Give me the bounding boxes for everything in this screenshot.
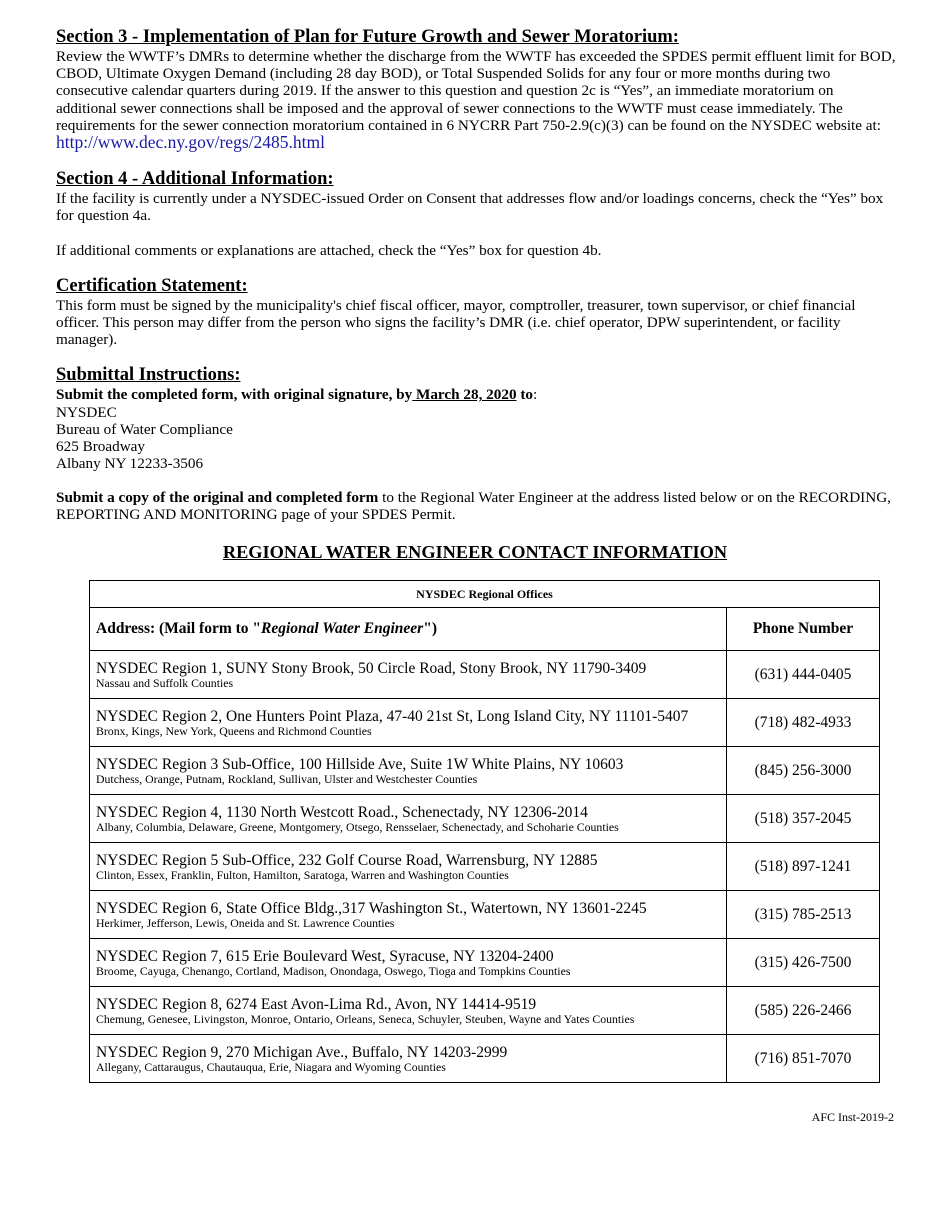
office-phone: (518) 897-1241 bbox=[727, 843, 880, 891]
regional-contact-title: REGIONAL WATER ENGINEER CONTACT INFORMATION bbox=[222, 542, 728, 562]
office-address: NYSDEC Region 5 Sub-Office, 232 Golf Course Road, Warrensburg, NY 12885 bbox=[96, 851, 598, 869]
table-row bbox=[90, 939, 880, 987]
office-phone: (716) 851-7070 bbox=[727, 1035, 880, 1083]
table-row bbox=[90, 651, 880, 699]
submit-copy-instructions: Submit a copy of the original and completed form to the Regional Water Engineer at the address listed below or on the RECORDING, REPORTING AND MONITORING page of your SPDES Permit. bbox=[56, 488, 891, 523]
table-row bbox=[90, 795, 880, 843]
table-row bbox=[90, 699, 880, 747]
office-phone: (585) 226-2466 bbox=[727, 987, 880, 1035]
section3-body: Review the WWTF’s DMRs to determine whether the discharge from the WWTF has exceeded the SPDES permit effluent limit for BOD, CBOD, Ultimate Oxygen Demand (including 28 day BOD), or Total Suspended Solids for any four or more months during two consecutive calendar quarters during 2019. If the answer to this question and question 2c is “Yes”, an immediate moratorium on additional sewer connections shall be imposed and the approval of sewer connections to the WWTF must cease immediately. The requirements for the sewer connection moratorium contained in 6 NYCRR Part 750-2.9(c)(3) can be found on the NYSDEC website at: http://www.dec.ny.gov/regs/2485.html bbox=[56, 48, 896, 153]
office-address: NYSDEC Region 1, SUNY Stony Brook, 50 Circle Road, Stony Brook, NY 11790-3409 bbox=[96, 659, 647, 677]
office-phone: (518) 357-2045 bbox=[727, 795, 880, 843]
table-row bbox=[90, 891, 880, 939]
mailing-address: NYSDEC Bureau of Water Compliance 625 Broadway Albany NY 12233-3506 bbox=[56, 403, 233, 472]
regional-offices-table bbox=[89, 580, 880, 1083]
office-phone: (718) 482-4933 bbox=[727, 699, 880, 747]
office-counties: Nassau and Suffolk Counties bbox=[96, 675, 234, 690]
office-phone: (315) 426-7500 bbox=[727, 939, 880, 987]
table-row bbox=[90, 987, 880, 1035]
submittal-date: March 28, 2020 bbox=[412, 386, 517, 404]
office-counties: Broome, Cayuga, Chenango, Cortland, Madison, Onondaga, Oswego, Tioga and Tompkins Counties bbox=[96, 963, 571, 978]
office-counties: Chemung, Genesee, Livingston, Monroe, Ontario, Orleans, Seneca, Schuyler, Steuben, Wayne and Yates Counties bbox=[96, 1011, 635, 1026]
certification-heading: Certification Statement: bbox=[56, 275, 248, 296]
office-address: NYSDEC Region 9, 270 Michigan Ave., Buffalo, NY 14203-2999 bbox=[96, 1043, 508, 1061]
form-id-footer: AFC Inst-2019-2 bbox=[811, 1110, 894, 1124]
office-address: NYSDEC Region 4, 1130 North Westcott Road., Schenectady, NY 12306-2014 bbox=[96, 803, 588, 821]
section3-heading: Section 3 - Implementation of Plan for Future Growth and Sewer Moratorium: bbox=[56, 27, 679, 47]
phone-column-header: Phone Number bbox=[727, 608, 880, 651]
office-address: NYSDEC Region 2, One Hunters Point Plaza, 47-40 21st St, Long Island City, NY 11101-5407 bbox=[96, 707, 689, 725]
office-address: NYSDEC Region 8, 6274 East Avon-Lima Rd., Avon, NY 14414-9519 bbox=[96, 995, 537, 1013]
office-counties: Albany, Columbia, Delaware, Greene, Montgomery, Otsego, Rensselaer, Schenectady, and Schoharie Counties bbox=[96, 819, 619, 834]
office-counties: Herkimer, Jefferson, Lewis, Oneida and St. Lawrence Counties bbox=[96, 915, 395, 930]
office-address: NYSDEC Region 7, 615 Erie Boulevard West, Syracuse, NY 13204-2400 bbox=[96, 947, 554, 965]
submittal-lead: Submit the completed form, with original signature, by March 28, 2020 to: bbox=[56, 386, 538, 404]
office-counties: Allegany, Cattaraugus, Chautauqua, Erie, Niagara and Wyoming Counties bbox=[96, 1059, 446, 1074]
office-address: NYSDEC Region 6, State Office Bldg.,317 Washington St., Watertown, NY 13601-2245 bbox=[96, 899, 647, 917]
office-phone: (315) 785-2513 bbox=[727, 891, 880, 939]
table-row bbox=[90, 747, 880, 795]
office-counties: Bronx, Kings, New York, Queens and Richmond Counties bbox=[96, 723, 372, 738]
office-phone: (631) 444-0405 bbox=[727, 651, 880, 699]
document-body bbox=[56, 27, 896, 523]
office-address: NYSDEC Region 3 Sub-Office, 100 Hillside Ave, Suite 1W White Plains, NY 10603 bbox=[96, 755, 624, 773]
office-counties: Clinton, Essex, Franklin, Fulton, Hamilton, Saratoga, Warren and Washington Counties bbox=[96, 867, 509, 882]
section4-para1: If the facility is currently under a NYSDEC-issued Order on Consent that addresses flow and/or loadings concerns, check the “Yes” box for question 4a. bbox=[56, 190, 884, 225]
table-row bbox=[90, 1035, 880, 1083]
table-row bbox=[90, 843, 880, 891]
section4-heading: Section 4 - Additional Information: bbox=[56, 169, 334, 190]
address-column-header: Address: (Mail form to "Regional Water Engineer") bbox=[90, 608, 727, 651]
regs-link[interactable]: http://www.dec.ny.gov/regs/2485.html bbox=[56, 132, 325, 153]
submittal-heading: Submittal Instructions: bbox=[56, 365, 241, 386]
certification-body: This form must be signed by the municipality's chief fiscal officer, mayor, comptroller, treasurer, town supervisor, or chief financial officer. This person may differ from the person who signs the facility’s DMR (i.e. chief operator, DPW superintendent, or facility manager). bbox=[56, 296, 856, 349]
section4-para2: If additional comments or explanations are attached, check the “Yes” box for question 4b. bbox=[56, 241, 602, 259]
office-phone: (845) 256-3000 bbox=[727, 747, 880, 795]
table-title: NYSDEC Regional Offices bbox=[90, 581, 880, 608]
office-counties: Dutchess, Orange, Putnam, Rockland, Sullivan, Ulster and Westchester Counties bbox=[96, 771, 478, 786]
